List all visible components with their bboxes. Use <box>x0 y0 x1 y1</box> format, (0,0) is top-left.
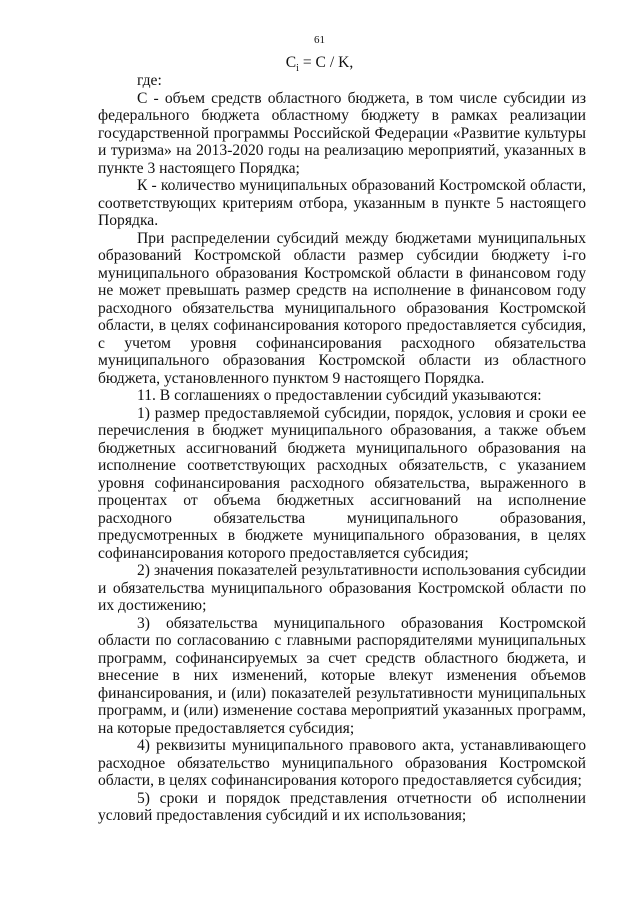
body-text <box>98 72 586 825</box>
paragraph-where: где: <box>137 72 162 89</box>
paragraph-subitem-5: 5) сроки и порядок представления отчетности об исполнении условий предоставления субсидий и их использования; <box>98 789 586 824</box>
paragraph-item-11: 11. В соглашениях о предоставлении субсидий указываются: <box>137 387 542 404</box>
paragraph-subitem-1: 1) размер предоставляемой субсидии, порядок, условия и сроки ее перечисления в бюджет муниципального образования, а также объем бюджетных ассигнований бюджета муниципального образования на исполнение соответствующих расходных обязательств, с указанием уровня софинансирования расходного обязательства, выраженного в процентах от объема бюджетных ассигнований на исполнение расходного обязательства муниципального образования, предусмотренных в бюджете муниципального образования, в целях софинансирования которого предоставляется субсидия; <box>98 404 586 562</box>
formula-subscript: i <box>296 63 299 75</box>
formula-lhs: C <box>285 54 297 71</box>
paragraph-subitem-4: 4) реквизиты муниципального правового акта, устанавливающего расходное обязательство муниципального образования Костромской области, в целях софинансирования которого предоставляется субсидия; <box>98 737 586 789</box>
paragraph-c-definition: С - объем средств областного бюджета, в том числе субсидии из федерального бюджета областному бюджету в рамках реализации государственной программы Российской Федерации «Развитие культуры и туризма» на 2013-2020 годы на реализацию мероприятий, указанных в пункте 3 настоящего Порядка; <box>98 89 586 177</box>
paragraph-subitem-2: 2) значения показателей результативности использования субсидии и обязательства муниципального образования Костромской области по их достижению; <box>98 562 586 614</box>
paragraph-subitem-3: 3) обязательства муниципального образования Костромской области по согласованию с главными распорядителями муниципальных программ, софинансируемых за счет средств областного бюджета, и внесение в них изменений, которые влекут изменения объемов финансирования, и (или) показателей результативности муниципальных программ, и (или) изменение состава мероприятий указанных программ, на которые предоставляется субсидия; <box>98 614 586 737</box>
paragraph-distribution-limit: При распределении субсидий между бюджетами муниципальных образований Костромской области размер субсидии бюджету i-го муниципального образования Костромской области в финансовом году не может превышать размер средств на исполнение в финансовом году расходного обязательства муниципального образования Костромской области, в целях софинансирования которого предоставляется субсидия, с учетом уровня софинансирования расходного обязательства муниципального образования Костромской области из областного бюджета, установленного пунктом 9 настоящего Порядка. <box>98 229 586 387</box>
paragraph-k-definition: К - количество муниципальных образований Костромской области, соответствующих критериям отбора, указанным в пункте 5 настоящего Порядка. <box>98 177 586 229</box>
page-number: 61 <box>314 34 325 46</box>
formula-rhs: = C / K, <box>298 54 354 71</box>
